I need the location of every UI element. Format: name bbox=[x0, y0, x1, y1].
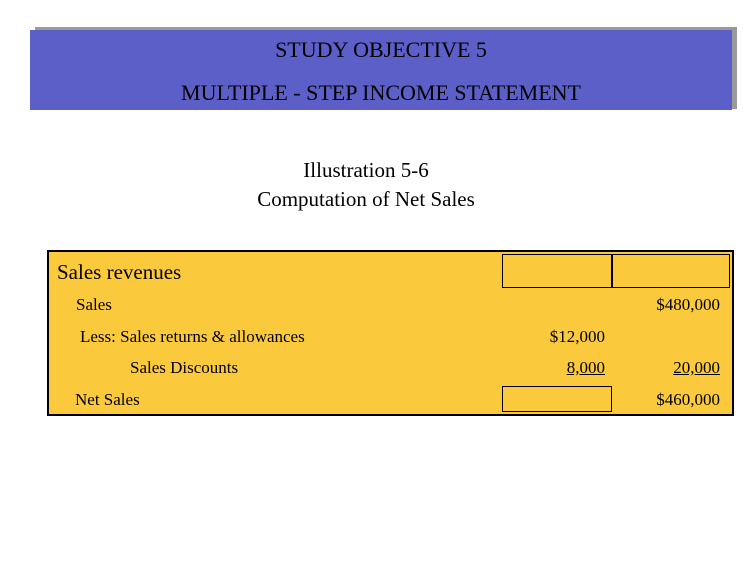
row-value-returns: $12,000 bbox=[549, 327, 605, 346]
col1-header-cell bbox=[502, 254, 612, 288]
banner-title: STUDY OBJECTIVE 5 bbox=[275, 37, 487, 62]
row-label-net-sales: Net Sales bbox=[75, 390, 140, 409]
row-label-discounts: Sales Discounts bbox=[130, 358, 239, 377]
row-value-discounts: 8,000 bbox=[566, 358, 605, 377]
banner-subtitle: MULTIPLE - STEP INCOME STATEMENT bbox=[181, 80, 581, 105]
col1-total-cell bbox=[502, 386, 612, 412]
net-sales-table bbox=[47, 250, 734, 416]
row-label-sales: Sales bbox=[76, 295, 112, 314]
row-value-net-sales: $460,000 bbox=[656, 390, 720, 409]
title-banner bbox=[30, 30, 732, 110]
illustration-number: Illustration 5-6 bbox=[303, 158, 429, 182]
col2-header-cell bbox=[612, 254, 730, 288]
row-label-returns: Less: Sales returns & allowances bbox=[80, 327, 305, 346]
illustration-title: Computation of Net Sales bbox=[257, 187, 475, 211]
table-heading: Sales revenues bbox=[57, 260, 182, 284]
row-value-sales: $480,000 bbox=[656, 295, 720, 314]
row-value-deductions-total: 20,000 bbox=[673, 358, 720, 377]
